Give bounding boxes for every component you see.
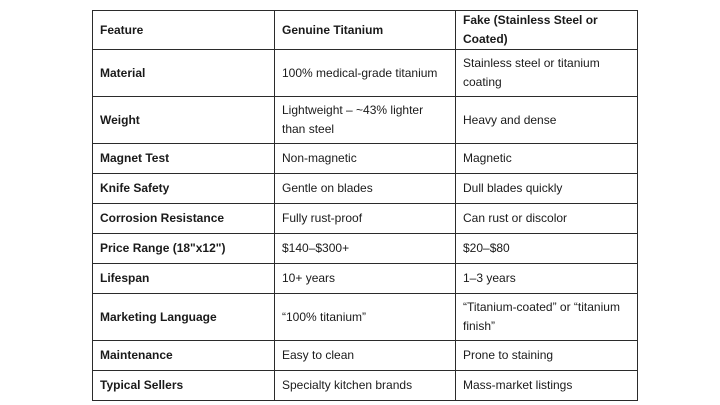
fake-cell: 1–3 years bbox=[456, 264, 638, 294]
genuine-cell: $140–$300+ bbox=[275, 234, 456, 264]
feature-cell: Material bbox=[93, 50, 275, 97]
fake-cell: Prone to staining bbox=[456, 341, 638, 371]
comparison-table bbox=[92, 10, 638, 401]
genuine-cell: Specialty kitchen brands bbox=[275, 371, 456, 401]
table-row bbox=[93, 341, 638, 371]
table-row bbox=[93, 294, 638, 341]
table-row bbox=[93, 264, 638, 294]
table-row bbox=[93, 174, 638, 204]
table-row bbox=[93, 371, 638, 401]
genuine-cell: “100% titanium” bbox=[275, 294, 456, 341]
fake-cell: Dull blades quickly bbox=[456, 174, 638, 204]
fake-cell: Magnetic bbox=[456, 144, 638, 174]
comparison-table-container bbox=[92, 10, 637, 401]
header-fake: Fake (Stainless Steel or Coated) bbox=[456, 11, 638, 50]
feature-cell: Magnet Test bbox=[93, 144, 275, 174]
feature-cell: Price Range (18"x12") bbox=[93, 234, 275, 264]
fake-cell: Stainless steel or titanium coating bbox=[456, 50, 638, 97]
feature-cell: Knife Safety bbox=[93, 174, 275, 204]
fake-cell: Can rust or discolor bbox=[456, 204, 638, 234]
header-genuine-titanium: Genuine Titanium bbox=[275, 11, 456, 50]
fake-cell: Mass-market listings bbox=[456, 371, 638, 401]
feature-cell: Marketing Language bbox=[93, 294, 275, 341]
table-row bbox=[93, 144, 638, 174]
header-feature: Feature bbox=[93, 11, 275, 50]
feature-cell: Corrosion Resistance bbox=[93, 204, 275, 234]
table-row bbox=[93, 234, 638, 264]
genuine-cell: Gentle on blades bbox=[275, 174, 456, 204]
table-row bbox=[93, 97, 638, 144]
genuine-cell: Easy to clean bbox=[275, 341, 456, 371]
feature-cell: Lifespan bbox=[93, 264, 275, 294]
fake-cell: $20–$80 bbox=[456, 234, 638, 264]
genuine-cell: 100% medical-grade titanium bbox=[275, 50, 456, 97]
genuine-cell: 10+ years bbox=[275, 264, 456, 294]
table-header-row bbox=[93, 11, 638, 50]
fake-cell: “Titanium-coated” or “titanium finish” bbox=[456, 294, 638, 341]
fake-cell: Heavy and dense bbox=[456, 97, 638, 144]
genuine-cell: Non-magnetic bbox=[275, 144, 456, 174]
table-row bbox=[93, 204, 638, 234]
feature-cell: Weight bbox=[93, 97, 275, 144]
feature-cell: Maintenance bbox=[93, 341, 275, 371]
table-row bbox=[93, 50, 638, 97]
genuine-cell: Lightweight – ~43% lighter than steel bbox=[275, 97, 456, 144]
feature-cell: Typical Sellers bbox=[93, 371, 275, 401]
genuine-cell: Fully rust-proof bbox=[275, 204, 456, 234]
